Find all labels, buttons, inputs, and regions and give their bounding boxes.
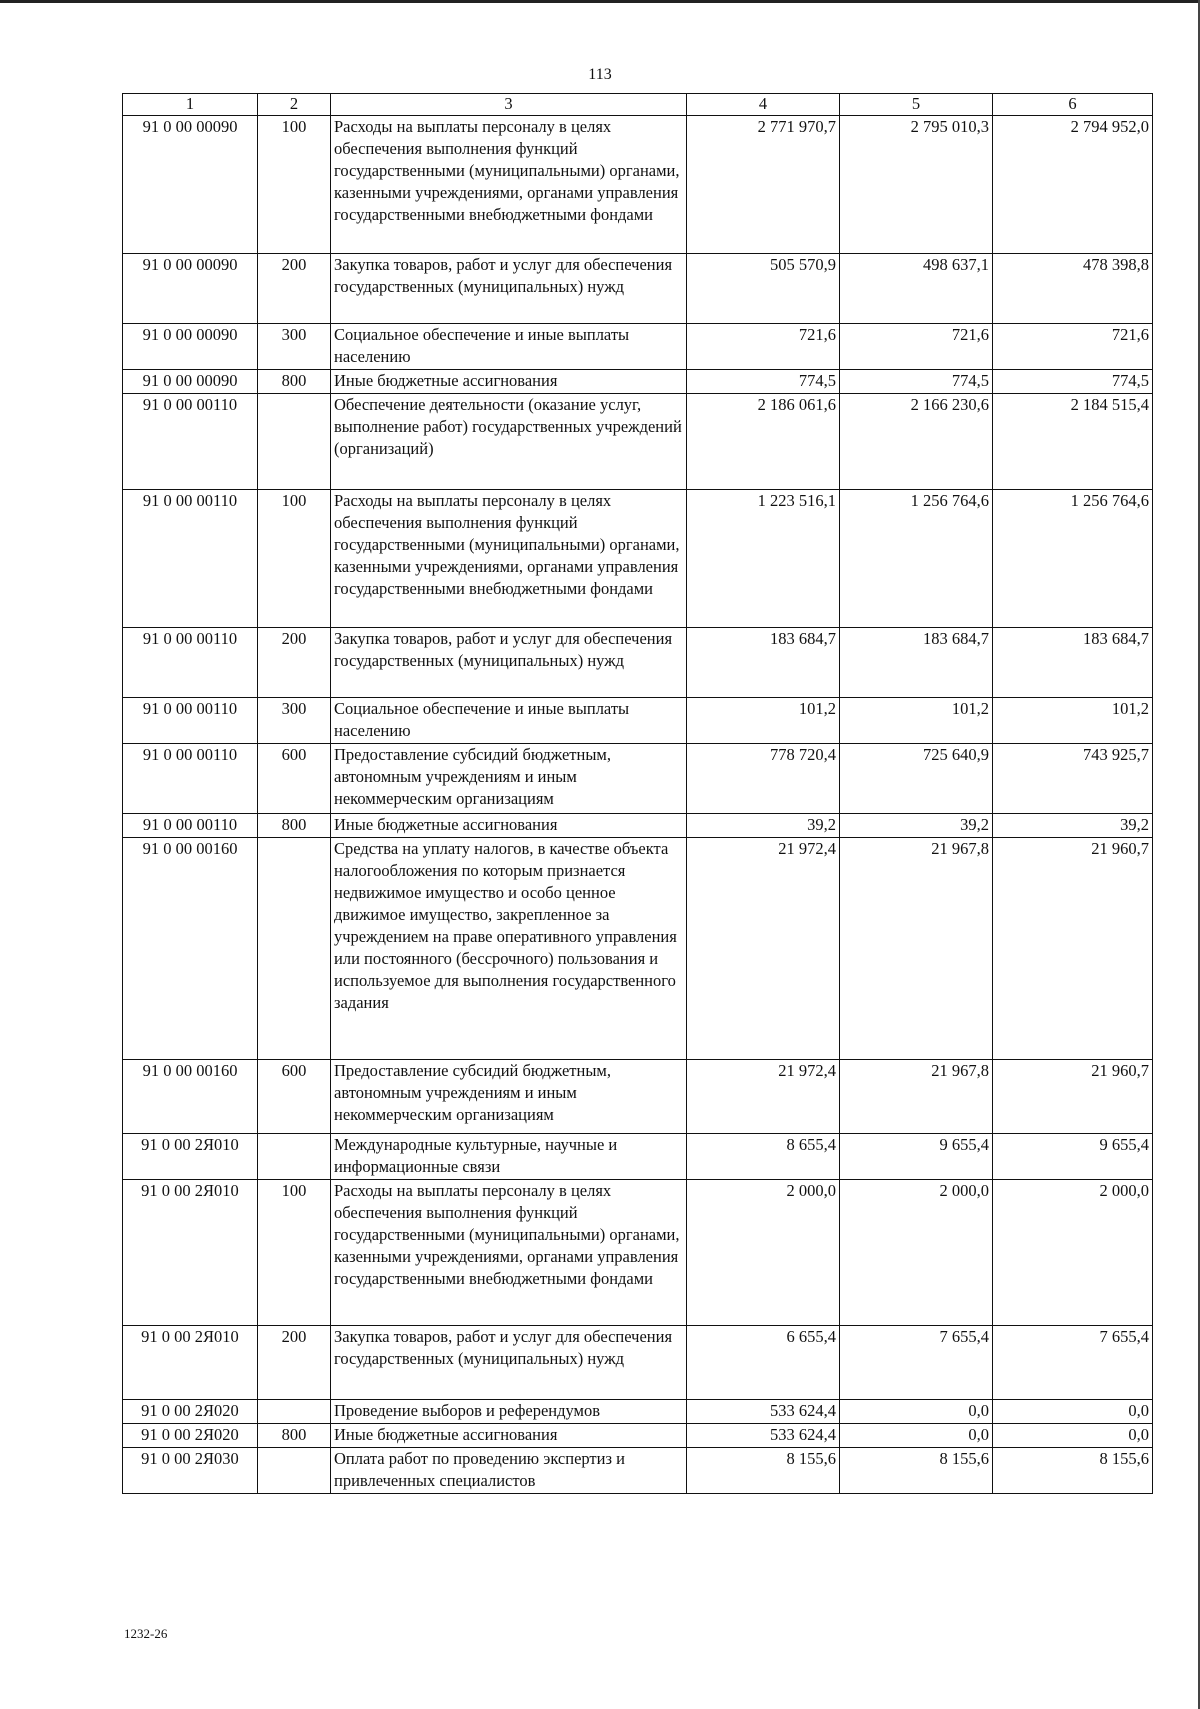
target-code-cell: 91 0 00 2Я020 bbox=[123, 1400, 258, 1424]
table-row bbox=[123, 1424, 1153, 1448]
amount-cell: 21 967,8 bbox=[840, 838, 993, 1060]
table-row bbox=[123, 698, 1153, 744]
description-cell: Оплата работ по проведению экспертиз и привлеченных специалистов bbox=[331, 1448, 687, 1494]
expense-type-cell bbox=[258, 1400, 331, 1424]
target-code-cell: 91 0 00 00110 bbox=[123, 394, 258, 490]
amount-cell: 774,5 bbox=[840, 370, 993, 394]
description-cell: Иные бюджетные ассигнования bbox=[331, 814, 687, 838]
amount-cell: 39,2 bbox=[993, 814, 1153, 838]
amount-cell: 505 570,9 bbox=[687, 254, 840, 324]
col-header-5: 5 bbox=[840, 94, 993, 116]
expense-type-cell: 600 bbox=[258, 1060, 331, 1134]
target-code-cell: 91 0 00 2Я030 bbox=[123, 1448, 258, 1494]
target-code-cell: 91 0 00 2Я010 bbox=[123, 1180, 258, 1326]
col-header-1: 1 bbox=[123, 94, 258, 116]
table-row bbox=[123, 838, 1153, 1060]
expense-type-cell: 800 bbox=[258, 370, 331, 394]
table-row bbox=[123, 1326, 1153, 1400]
document-code: 1232-26 bbox=[124, 1626, 168, 1641]
target-code-cell: 91 0 00 00090 bbox=[123, 370, 258, 394]
col-header-2: 2 bbox=[258, 94, 331, 116]
col-header-3: 3 bbox=[331, 94, 687, 116]
table-row bbox=[123, 1060, 1153, 1134]
table-row bbox=[123, 1448, 1153, 1494]
table-row bbox=[123, 324, 1153, 370]
amount-cell: 721,6 bbox=[993, 324, 1153, 370]
expense-type-cell: 300 bbox=[258, 698, 331, 744]
expense-type-cell: 200 bbox=[258, 1326, 331, 1400]
amount-cell: 2 184 515,4 bbox=[993, 394, 1153, 490]
table-row bbox=[123, 394, 1153, 490]
amount-cell: 0,0 bbox=[840, 1424, 993, 1448]
amount-cell: 8 655,4 bbox=[687, 1134, 840, 1180]
description-cell: Обеспечение деятельности (оказание услуг, выполнение работ) государственных учреждений (организаций) bbox=[331, 394, 687, 490]
target-code-cell: 91 0 00 00110 bbox=[123, 490, 258, 628]
budget-table bbox=[122, 93, 1153, 1494]
amount-cell: 8 155,6 bbox=[840, 1448, 993, 1494]
amount-cell: 101,2 bbox=[687, 698, 840, 744]
table-row bbox=[123, 490, 1153, 628]
amount-cell: 2 795 010,3 bbox=[840, 116, 993, 254]
description-cell: Расходы на выплаты персоналу в целях обеспечения выполнения функций государственными (муниципальными) органами, казенными учреждениями, органами управления государственными внебюджетными фондами bbox=[331, 1180, 687, 1326]
description-cell: Иные бюджетные ассигнования bbox=[331, 370, 687, 394]
amount-cell: 9 655,4 bbox=[840, 1134, 993, 1180]
amount-cell: 21 972,4 bbox=[687, 1060, 840, 1134]
amount-cell: 8 155,6 bbox=[993, 1448, 1153, 1494]
amount-cell: 478 398,8 bbox=[993, 254, 1153, 324]
table-row bbox=[123, 1400, 1153, 1424]
amount-cell: 0,0 bbox=[993, 1424, 1153, 1448]
amount-cell: 774,5 bbox=[993, 370, 1153, 394]
scan-border-top bbox=[0, 0, 1200, 3]
amount-cell: 183 684,7 bbox=[687, 628, 840, 698]
amount-cell: 498 637,1 bbox=[840, 254, 993, 324]
expense-type-cell: 200 bbox=[258, 254, 331, 324]
amount-cell: 778 720,4 bbox=[687, 744, 840, 814]
header-row bbox=[123, 94, 1153, 116]
amount-cell: 21 960,7 bbox=[993, 838, 1153, 1060]
amount-cell: 6 655,4 bbox=[687, 1326, 840, 1400]
target-code-cell: 91 0 00 00110 bbox=[123, 698, 258, 744]
amount-cell: 39,2 bbox=[840, 814, 993, 838]
description-cell: Закупка товаров, работ и услуг для обеспечения государственных (муниципальных) нужд bbox=[331, 1326, 687, 1400]
amount-cell: 721,6 bbox=[840, 324, 993, 370]
expense-type-cell: 100 bbox=[258, 116, 331, 254]
amount-cell: 533 624,4 bbox=[687, 1400, 840, 1424]
table-row bbox=[123, 370, 1153, 394]
amount-cell: 2 000,0 bbox=[993, 1180, 1153, 1326]
expense-type-cell: 100 bbox=[258, 490, 331, 628]
table-row bbox=[123, 1134, 1153, 1180]
target-code-cell: 91 0 00 2Я020 bbox=[123, 1424, 258, 1448]
target-code-cell: 91 0 00 00160 bbox=[123, 838, 258, 1060]
description-cell: Международные культурные, научные и информационные связи bbox=[331, 1134, 687, 1180]
expense-type-cell: 200 bbox=[258, 628, 331, 698]
description-cell: Социальное обеспечение и иные выплаты населению bbox=[331, 698, 687, 744]
amount-cell: 743 925,7 bbox=[993, 744, 1153, 814]
amount-cell: 183 684,7 bbox=[840, 628, 993, 698]
amount-cell: 8 155,6 bbox=[687, 1448, 840, 1494]
amount-cell: 21 960,7 bbox=[993, 1060, 1153, 1134]
target-code-cell: 91 0 00 00110 bbox=[123, 744, 258, 814]
expense-type-cell bbox=[258, 1448, 331, 1494]
table-row bbox=[123, 1180, 1153, 1326]
amount-cell: 9 655,4 bbox=[993, 1134, 1153, 1180]
amount-cell: 21 967,8 bbox=[840, 1060, 993, 1134]
description-cell: Закупка товаров, работ и услуг для обеспечения государственных (муниципальных) нужд bbox=[331, 254, 687, 324]
amount-cell: 725 640,9 bbox=[840, 744, 993, 814]
description-cell: Проведение выборов и референдумов bbox=[331, 1400, 687, 1424]
table-row bbox=[123, 628, 1153, 698]
amount-cell: 774,5 bbox=[687, 370, 840, 394]
amount-cell: 1 256 764,6 bbox=[840, 490, 993, 628]
description-cell: Предоставление субсидий бюджетным, автономным учреждениям и иным некоммерческим организациям bbox=[331, 744, 687, 814]
expense-type-cell bbox=[258, 1134, 331, 1180]
description-cell: Средства на уплату налогов, в качестве объекта налогообложения по которым признается недвижимое имущество и особо ценное движимое имущество, закрепленное за учреждением на праве оперативного управления или постоянного (бессрочного) пользования и используемое для выполнения государственного задания bbox=[331, 838, 687, 1060]
table-row bbox=[123, 744, 1153, 814]
target-code-cell: 91 0 00 00090 bbox=[123, 254, 258, 324]
expense-type-cell: 100 bbox=[258, 1180, 331, 1326]
target-code-cell: 91 0 00 00110 bbox=[123, 814, 258, 838]
expense-type-cell: 800 bbox=[258, 814, 331, 838]
amount-cell: 1 223 516,1 bbox=[687, 490, 840, 628]
col-header-6: 6 bbox=[993, 94, 1153, 116]
amount-cell: 2 771 970,7 bbox=[687, 116, 840, 254]
expense-type-cell bbox=[258, 838, 331, 1060]
description-cell: Предоставление субсидий бюджетным, автономным учреждениям и иным некоммерческим организациям bbox=[331, 1060, 687, 1134]
table-row bbox=[123, 254, 1153, 324]
table-row bbox=[123, 814, 1153, 838]
description-cell: Закупка товаров, работ и услуг для обеспечения государственных (муниципальных) нужд bbox=[331, 628, 687, 698]
amount-cell: 2 000,0 bbox=[840, 1180, 993, 1326]
target-code-cell: 91 0 00 2Я010 bbox=[123, 1134, 258, 1180]
amount-cell: 7 655,4 bbox=[993, 1326, 1153, 1400]
expense-type-cell bbox=[258, 394, 331, 490]
expense-type-cell: 600 bbox=[258, 744, 331, 814]
table-row bbox=[123, 116, 1153, 254]
description-cell: Расходы на выплаты персоналу в целях обеспечения выполнения функций государственными (муниципальными) органами, казенными учреждениями, органами управления государственными внебюджетными фондами bbox=[331, 116, 687, 254]
amount-cell: 0,0 bbox=[993, 1400, 1153, 1424]
amount-cell: 1 256 764,6 bbox=[993, 490, 1153, 628]
amount-cell: 101,2 bbox=[993, 698, 1153, 744]
col-header-4: 4 bbox=[687, 94, 840, 116]
target-code-cell: 91 0 00 00090 bbox=[123, 116, 258, 254]
amount-cell: 2 166 230,6 bbox=[840, 394, 993, 490]
target-code-cell: 91 0 00 00110 bbox=[123, 628, 258, 698]
amount-cell: 2 794 952,0 bbox=[993, 116, 1153, 254]
expense-type-cell: 800 bbox=[258, 1424, 331, 1448]
amount-cell: 2 186 061,6 bbox=[687, 394, 840, 490]
target-code-cell: 91 0 00 00160 bbox=[123, 1060, 258, 1134]
amount-cell: 7 655,4 bbox=[840, 1326, 993, 1400]
amount-cell: 21 972,4 bbox=[687, 838, 840, 1060]
amount-cell: 183 684,7 bbox=[993, 628, 1153, 698]
amount-cell: 533 624,4 bbox=[687, 1424, 840, 1448]
description-cell: Расходы на выплаты персоналу в целях обеспечения выполнения функций государственными (муниципальными) органами, казенными учреждениями, органами управления государственными внебюджетными фондами bbox=[331, 490, 687, 628]
amount-cell: 721,6 bbox=[687, 324, 840, 370]
page-number: 113 bbox=[588, 66, 612, 83]
target-code-cell: 91 0 00 2Я010 bbox=[123, 1326, 258, 1400]
expense-type-cell: 300 bbox=[258, 324, 331, 370]
amount-cell: 39,2 bbox=[687, 814, 840, 838]
amount-cell: 0,0 bbox=[840, 1400, 993, 1424]
amount-cell: 2 000,0 bbox=[687, 1180, 840, 1326]
description-cell: Иные бюджетные ассигнования bbox=[331, 1424, 687, 1448]
description-cell: Социальное обеспечение и иные выплаты населению bbox=[331, 324, 687, 370]
amount-cell: 101,2 bbox=[840, 698, 993, 744]
target-code-cell: 91 0 00 00090 bbox=[123, 324, 258, 370]
